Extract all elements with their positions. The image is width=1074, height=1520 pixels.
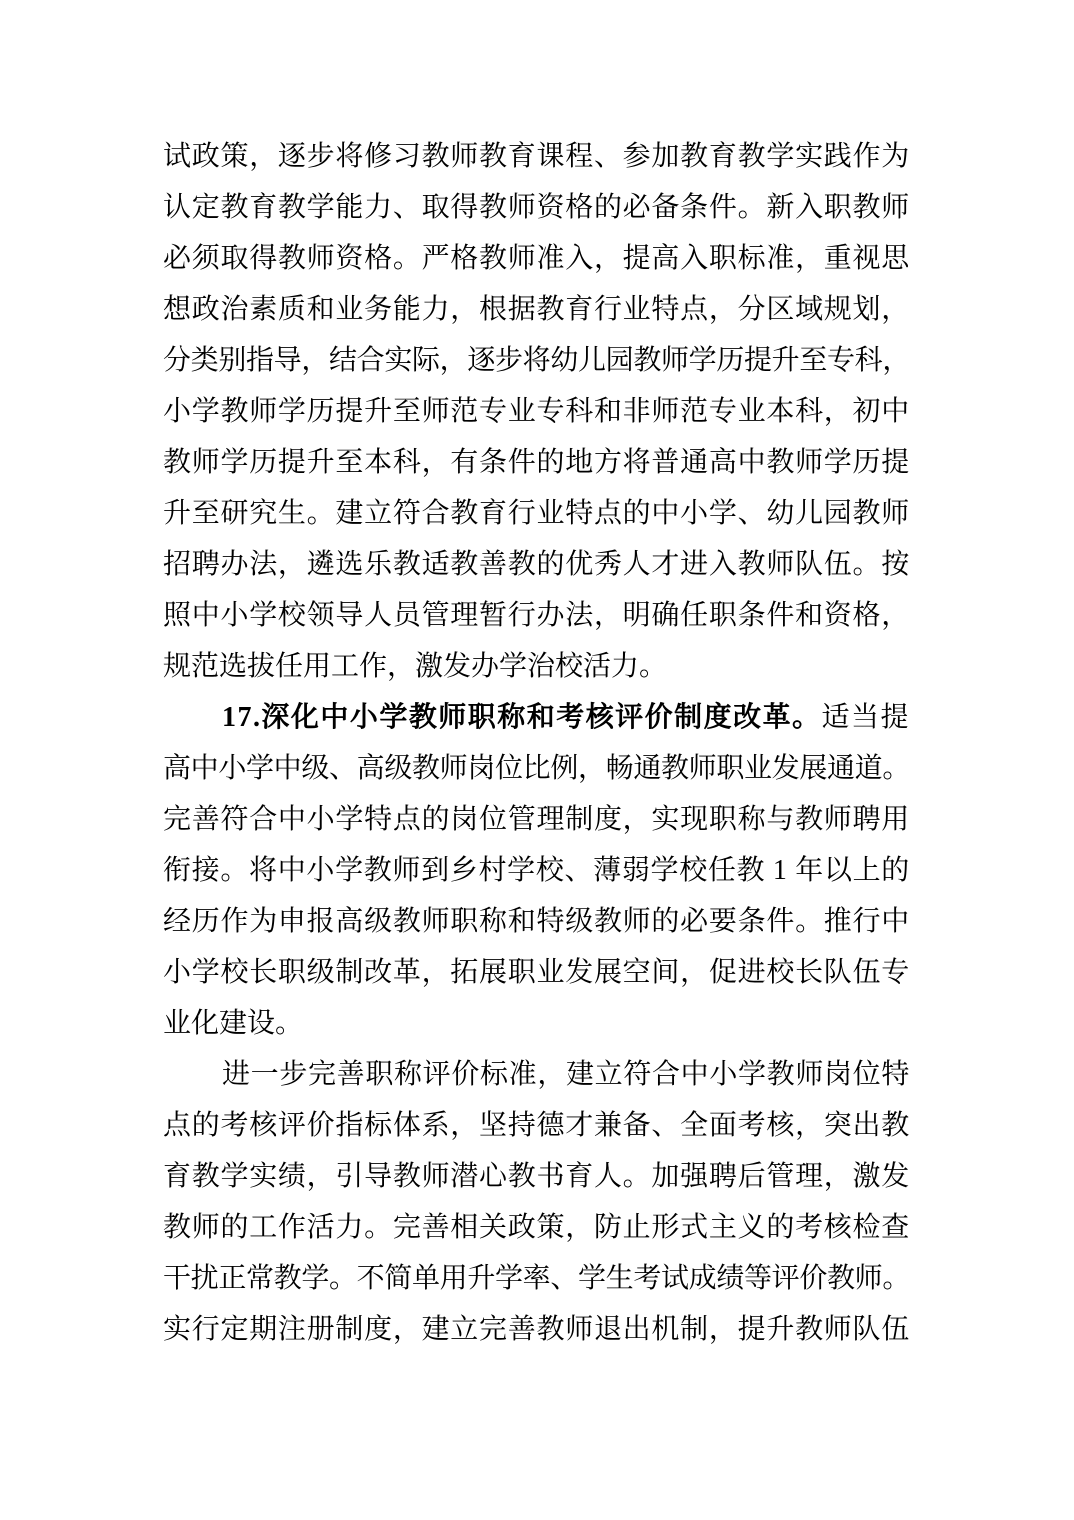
text-line xyxy=(163,1100,910,1151)
line-text xyxy=(163,498,910,529)
line-text xyxy=(163,1263,910,1294)
text-line xyxy=(163,641,910,692)
body-text: 高中小学中级、高级教师岗位比例，畅通教师职业发展通道。 xyxy=(163,753,910,784)
body-text: 教师的工作活力。完善相关政策，防止形式主义的考核检查 xyxy=(163,1212,910,1243)
body-text: 分类别指导，结合实际，逐步将幼儿园教师学历提升至专科， xyxy=(163,345,910,376)
line-text xyxy=(163,1008,303,1039)
line-text xyxy=(163,804,910,835)
body-text: 实行定期注册制度，建立完善教师退出机制，提升教师队伍 xyxy=(163,1314,910,1345)
line-text xyxy=(163,141,910,172)
body-text: 完善符合中小学特点的岗位管理制度，实现职称与教师聘用 xyxy=(163,804,910,835)
text-line xyxy=(163,437,910,488)
text-line xyxy=(163,590,910,641)
text-line xyxy=(163,947,910,998)
document-body xyxy=(163,131,910,1355)
text-line xyxy=(163,539,910,590)
line-text xyxy=(163,753,910,784)
text-line xyxy=(163,284,910,335)
body-text: 想政治素质和业务能力，根据教育行业特点，分区域规划， xyxy=(163,294,910,325)
text-line xyxy=(163,1253,910,1304)
line-text xyxy=(163,1314,910,1345)
body-text: 照中小学校领导人员管理暂行办法，明确任职条件和资格， xyxy=(163,600,910,631)
line-text xyxy=(163,957,910,988)
line-text xyxy=(163,549,910,580)
text-line xyxy=(163,233,910,284)
text-line xyxy=(163,386,910,437)
body-text: 教师学历提升至本科，有条件的地方将普通高中教师学历提 xyxy=(163,447,910,478)
line-text xyxy=(222,702,910,733)
body-text: 经历作为申报高级教师职称和特级教师的必要条件。推行中 xyxy=(163,906,910,937)
section-heading-line xyxy=(163,692,910,743)
text-line xyxy=(163,1202,910,1253)
section-heading-text: 17.深化中小学教师职称和考核评价制度改革。 xyxy=(222,702,822,733)
body-text: 小学教师学历提升至师范专业专科和非师范专业本科，初中 xyxy=(163,396,910,427)
line-text xyxy=(163,447,910,478)
line-text xyxy=(163,855,910,886)
text-line xyxy=(163,845,910,896)
text-line xyxy=(163,794,910,845)
text-line xyxy=(163,488,910,539)
text-line xyxy=(163,743,910,794)
text-line xyxy=(163,1049,910,1100)
body-text: 育教学实绩，引导教师潜心教书育人。加强聘后管理，激发 xyxy=(163,1161,910,1192)
body-text: 招聘办法，遴选乐教适教善教的优秀人才进入教师队伍。按 xyxy=(163,549,910,580)
text-line xyxy=(163,182,910,233)
line-text xyxy=(163,1161,910,1192)
line-text xyxy=(163,243,910,274)
text-line xyxy=(163,1304,910,1355)
line-text xyxy=(163,192,910,223)
body-text: 必须取得教师资格。严格教师准入，提高入职标准，重视思 xyxy=(163,243,910,274)
text-line xyxy=(163,896,910,947)
line-text xyxy=(163,600,910,631)
body-text: 适当提 xyxy=(821,702,910,733)
line-text xyxy=(163,294,910,325)
text-line xyxy=(163,998,910,1049)
line-text xyxy=(222,1059,910,1090)
line-text xyxy=(163,906,910,937)
text-line xyxy=(163,335,910,386)
body-text: 试政策，逐步将修习教师教育课程、参加教育教学实践作为 xyxy=(163,141,910,172)
text-line xyxy=(163,1151,910,1202)
line-text xyxy=(163,1110,910,1141)
body-text: 业化建设。 xyxy=(163,1008,304,1039)
body-text: 干扰正常教学。不简单用升学率、学生考试成绩等评价教师。 xyxy=(163,1263,910,1294)
body-text: 小学校长职级制改革，拓展职业发展空间，促进校长队伍专 xyxy=(163,957,910,988)
line-text xyxy=(163,1212,910,1243)
body-text: 点的考核评价指标体系，坚持德才兼备、全面考核，突出教 xyxy=(163,1110,910,1141)
text-line xyxy=(163,131,910,182)
body-text: 认定教育教学能力、取得教师资格的必备条件。新入职教师 xyxy=(163,192,910,223)
body-text: 衔接。将中小学教师到乡村学校、薄弱学校任教 1 年以上的 xyxy=(163,855,910,886)
body-text: 升至研究生。建立符合教育行业特点的中小学、幼儿园教师 xyxy=(163,498,910,529)
body-text: 进一步完善职称评价标准，建立符合中小学教师岗位特 xyxy=(222,1059,910,1090)
body-text: 规范选拔任用工作，激发办学治校活力。 xyxy=(163,651,668,682)
line-text xyxy=(163,345,910,376)
line-text xyxy=(163,651,667,682)
line-text xyxy=(163,396,910,427)
